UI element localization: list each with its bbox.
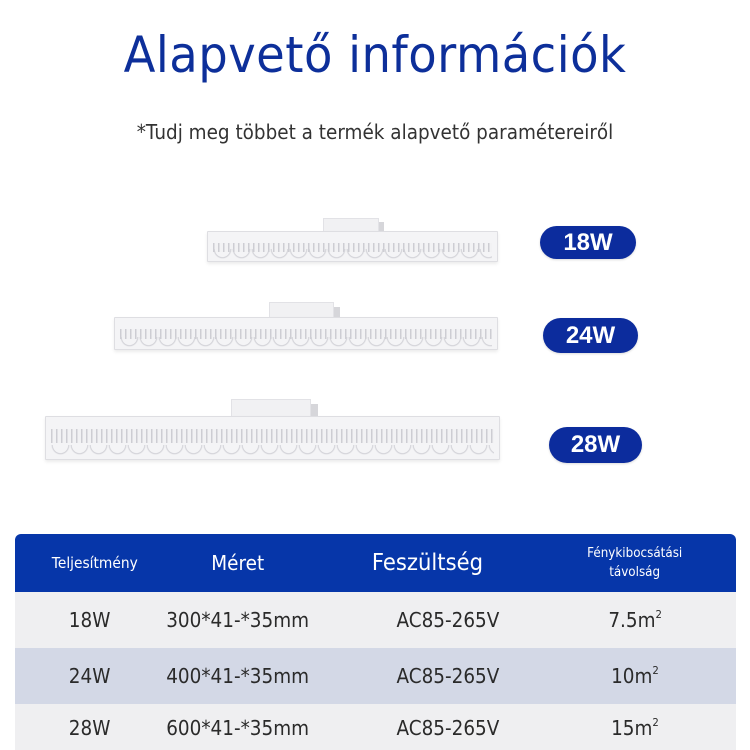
- cell-voltage: AC85-265V: [396, 664, 499, 688]
- table-row: [15, 592, 736, 648]
- lamp-tab: [379, 222, 384, 231]
- lamp-body: [45, 416, 500, 460]
- power-badge-28w: 28W: [549, 427, 642, 463]
- cell-area: $7.5m^2$: [608, 608, 662, 632]
- cell-size: 400*41-*35mm: [166, 664, 309, 688]
- lamp-tab: [311, 404, 318, 416]
- cell-power: 24W: [69, 664, 111, 688]
- cell-area: $15m^2$: [611, 715, 659, 740]
- cell-area: $10m^2$: [611, 664, 659, 688]
- lamp-grille: [51, 429, 494, 443]
- cell-voltage: AC85-265V: [396, 608, 499, 632]
- page-subtitle: *Tudj meg többet a termék alapvető paramétereiről: [136, 120, 614, 144]
- cell-voltage: AC85-265V: [396, 715, 499, 740]
- cell-size: 300*41-*35mm: [166, 608, 309, 632]
- lamp-body: [114, 317, 498, 350]
- lamp-tab: [334, 307, 340, 317]
- cell-power: 28W: [69, 715, 111, 740]
- cell-power: 18W: [69, 608, 111, 632]
- lamp-connector: [269, 302, 334, 317]
- power-badge-18w: 18W: [540, 226, 636, 259]
- lamp-connector: [231, 399, 311, 416]
- table-header: [15, 534, 736, 592]
- page-title: Alapvető információk: [123, 26, 627, 84]
- column-header-size: Méret: [211, 551, 264, 575]
- product-image-18w: [207, 218, 498, 262]
- lamp-lenses: [51, 445, 494, 457]
- product-image-24w: [114, 302, 498, 350]
- lamp-body: [207, 231, 498, 262]
- cell-size: 600*41-*35mm: [166, 715, 309, 740]
- lamp-lenses: [213, 249, 492, 259]
- table-row: [15, 648, 736, 704]
- table-row: [15, 704, 736, 750]
- column-header-power: Teljesítmény: [51, 554, 139, 572]
- lamp-lenses: [120, 337, 492, 347]
- spec-table: [15, 534, 736, 750]
- column-header-light-distance: Fénykibocsátási távolság: [587, 546, 683, 580]
- lamp-connector: [323, 218, 379, 231]
- product-image-28w: [45, 399, 500, 460]
- power-badge-24w: 24W: [543, 318, 638, 353]
- column-header-voltage: Feszültség: [371, 550, 484, 576]
